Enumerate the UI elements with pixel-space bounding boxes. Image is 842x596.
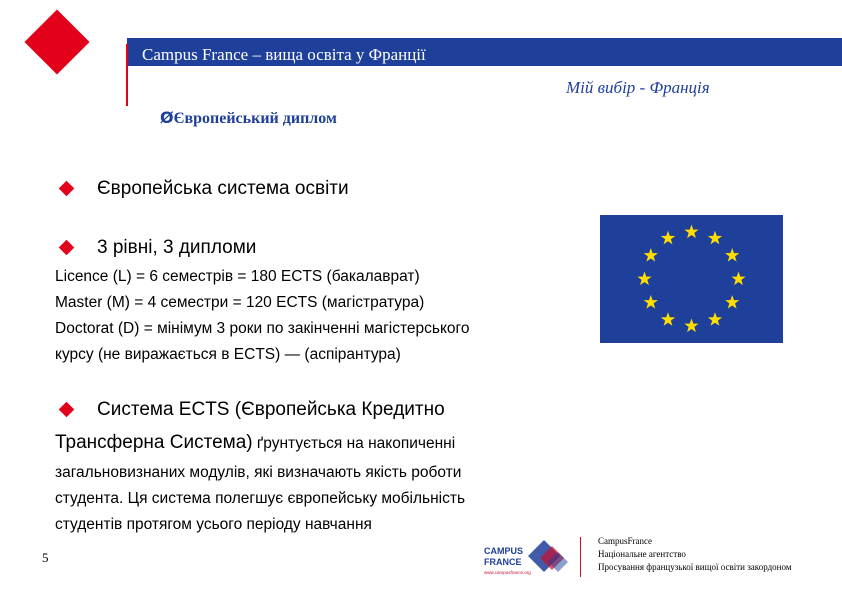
bullet-item-levels: 3 рівні, 3 дипломи — [97, 237, 257, 258]
page-number: 5 — [42, 550, 49, 565]
red-diamond-bullet-icon — [59, 181, 75, 197]
red-diamond-bullet-icon — [59, 402, 75, 418]
ects-line2 — [55, 432, 455, 454]
header-divider — [126, 44, 128, 106]
ects-line2-small: ґрунтується на накопиченні — [252, 435, 456, 452]
ects-line4: студента. Ця система полегшує європейську мобільність — [55, 490, 466, 507]
logo-url: www.campusfrance.org — [484, 570, 531, 575]
section-heading-text: Європейський диплом — [173, 110, 337, 127]
ects-line3: загальновизнаних модулів, які визначають якість роботи — [55, 464, 462, 481]
arrow-marker-icon: Ø — [160, 108, 174, 127]
section-heading — [160, 108, 337, 128]
degree-licence: Licence (L) = 6 семестрів = 180 ECTS (бакалаврат) — [55, 268, 420, 285]
agency-description: Національне агентство — [598, 549, 686, 559]
footer-divider — [580, 537, 581, 577]
agency-mission: Просування французької вищої освіти закордоном — [598, 562, 792, 572]
logo-text-france: FRANCE — [484, 557, 522, 567]
bullet-item-system: Європейська система освіти — [97, 178, 349, 199]
red-diamond-bullet-icon — [59, 240, 75, 256]
ects-line2-big: Трансферна Система) — [55, 432, 253, 453]
ects-line5: студентів протягом усього періоду навчання — [55, 516, 372, 533]
red-diamond-logo — [24, 9, 89, 74]
bullet-item-ects: Система ECTS (Європейська Кредитно — [97, 399, 445, 420]
degree-doctorat: Doctorat (D) = мінімум 3 роки по закінченні магістерського — [55, 320, 470, 337]
slide-subtitle: Мій вибір - Франція — [566, 78, 710, 97]
logo-text-campus: CAMPUS — [484, 546, 524, 556]
degree-master: Master (M) = 4 семестри = 120 ECTS (магістратура) — [55, 294, 425, 311]
slide-header-title: Campus France – вища освіта у Франції — [142, 45, 426, 64]
campus-france-logo — [482, 534, 582, 582]
agency-name: CampusFrance — [598, 536, 652, 546]
eu-flag-icon — [600, 215, 783, 343]
degree-doctorat-cont: курсу (не виражається в ECTS) — (аспірантура) — [55, 346, 401, 363]
